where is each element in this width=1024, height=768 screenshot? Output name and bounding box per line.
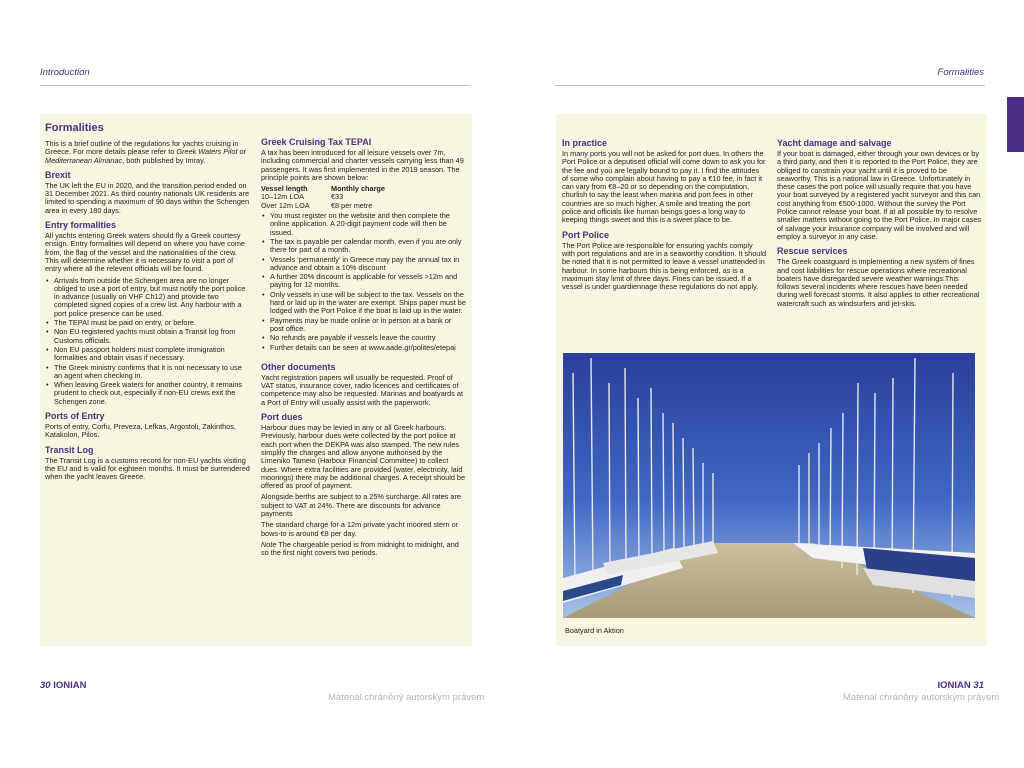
heading-port-dues: Port dues bbox=[261, 412, 303, 423]
heading-entry-formalities: Entry formalities bbox=[45, 220, 117, 231]
yacht-damage-paragraph: If your boat is damaged, either through your own devices or by a third party, and then it is reported to the Port Police, they are obliged to constrain your yacht until it is proved to be seaworthy. This is a national law in Greece. Unfortunately in these cases the port police will usually require that you have your boat surveyed by a registered yacht surveyor and this can cost anything from €500-1000. Without the survey the Port Police cannot release your boat. If at all possible try to resolve smaller matters without going to the Port Police. In major cases of salvage your insurance company will be involved and will employ a surveyor in any case. bbox=[777, 149, 981, 241]
list-item: • Non EU passport holders must complete immigration formalities and obtain visas if necessary. bbox=[54, 346, 250, 363]
chapter-tab-marker bbox=[1007, 97, 1024, 152]
entry-list bbox=[45, 277, 250, 406]
heading-port-police: Port Police bbox=[562, 229, 610, 240]
column-1 bbox=[45, 122, 250, 485]
boatyard-illustration bbox=[563, 353, 975, 618]
list-item: • Only vessels in use will be subject to the tax. Vessels on the hard or laid up in the water are exempt. Ships paper must be lodged with the Port Police if the boat is laid up in the water. bbox=[270, 291, 466, 316]
boatyard-photo bbox=[563, 353, 975, 618]
other-documents-paragraph: Yacht registration papers will usually be requested. Proof of VAT status, insurance cover, radio licences and certificates of competence may also be requested. Marinas and boatyards at a Port of Entry will usually assist with the paperwork. bbox=[261, 372, 463, 407]
heading-rescue-services: Rescue services bbox=[777, 246, 848, 257]
header-rule-left bbox=[40, 85, 470, 86]
port-police-paragraph: The Port Police are responsible for ensuring yachts comply with port regulations and are in a seaworthy condition. It should be noted that it is not permitted to leave a vessel unattended in harbour. In some harbours this is being enforced, as is a maximum stay limit of three days. Fines can be issued. If a vessel is under guardiennage these regulations do not apply. bbox=[562, 240, 767, 292]
list-item: • A further 20% discount is applicable for vessels >12m and paying for 12 months. bbox=[270, 273, 466, 290]
port-dues-paragraph: The standard charge for a 12m private yacht moored stern or bows-to is around €8 per day. bbox=[261, 520, 459, 538]
heading-yacht-damage: Yacht damage and salvage bbox=[777, 138, 892, 148]
list-item: • You must register on the website and then complete the online application. A 20-digit payment code will then be issued. bbox=[270, 212, 466, 237]
list-item: • Non EU registered yachts must obtain a Transit log from Customs officials. bbox=[54, 328, 250, 345]
port-dues-paragraph: Alongside berths are subject to a 25% surcharge. All rates are subject to VAT at 24%. There are discounts for advance payments bbox=[261, 492, 461, 518]
table-cell: €8 per metre bbox=[331, 200, 373, 210]
page-number-right: 31 bbox=[973, 680, 984, 691]
running-header-right: Formalities bbox=[937, 67, 984, 78]
list-item: • Arrivals from outside the Schengen area are no longer obliged to use a port of entry, but must notify the port police in advance (usually on VHF Ch12) and provide two completed signed copies of a crew list. Any harbour with a port police presence can be used. bbox=[54, 277, 250, 318]
table-cell: €33 bbox=[331, 192, 344, 202]
tepai-charge-table bbox=[261, 185, 466, 210]
list-item: • The Greek ministry confirms that it is not necessary to use an agent when checking in. bbox=[54, 364, 250, 381]
list-item: • Further details can be seen at www.aade.gr/polites/etepai bbox=[270, 344, 466, 352]
transit-paragraph: The Transit Log is a customs record for non-EU yachts visiting the EU and is valid for eighteen months. It must be surrendered when the yacht leaves Greece. bbox=[45, 455, 250, 482]
heading-brexit: Brexit bbox=[45, 169, 71, 180]
entry-paragraph: All yachts entering Greek waters should fly a Greek courtesy ensign. Entry formalities will depend on where you have come from, the flag of the vessel and the nationalities of the crew. This will determine whether it is necessary to visit a port of entry where all the relevent officials will be found. bbox=[45, 231, 245, 274]
ports-paragraph: Ports of entry, Corfu, Preveza, Lefkas, Argostoli, Zakinthos, Katakolon, Pilos. bbox=[45, 422, 236, 440]
table-cell: 10–12m LOA bbox=[261, 192, 304, 202]
list-item: • No refunds are payable if vessels leave the country bbox=[270, 334, 466, 342]
page-footer-right bbox=[938, 680, 984, 691]
tepai-paragraph: A tax has been introduced for all leisure vessels over 7m, including commercial and charter vessels carrying less than 49 passengers. It was first implemented in the 2019 season. The principle points are shown below: bbox=[261, 148, 464, 182]
intro-paragraph: This is a brief outline of the regulations for yachts cruising in Greece. For more details please refer to Greek Waters Pilot or Mediterranean Almanac, both published by Imray. bbox=[45, 139, 247, 165]
list-item: • Payments may be made online or in person at a bank or post office. bbox=[270, 317, 466, 334]
list-item: • The tax is payable per calendar month, even if you are only there for part of a month. bbox=[270, 238, 466, 255]
brexit-paragraph: The UK left the EU in 2020, and the transition period ended on 31 December 2021. As third country nationals UK residents are limited to spending a maximum of 90 days within the Schengen area in every 180 days. bbox=[45, 180, 250, 215]
table-header: Vessel length bbox=[261, 184, 308, 194]
port-dues-note: Note The chargeable period is from midnight to midnight, and so the first night covers two periods. bbox=[261, 539, 459, 558]
footer-label-right: IONIAN bbox=[937, 680, 971, 691]
list-item: • When leaving Greek waters for another country, it remains prudent to check out, especially if non-EU crews exit the Schengen zone. bbox=[54, 381, 250, 406]
column-2 bbox=[261, 137, 466, 560]
header-rule-right bbox=[555, 85, 985, 86]
heading-other-documents: Other documents bbox=[261, 361, 336, 372]
list-item: • Vessels ‘permanently’ in Greece may pay the annual tax in advance and obtain a 10% discount bbox=[270, 256, 466, 273]
section-title-formalities: Formalities bbox=[45, 122, 104, 134]
table-cell: Over 12m LOA bbox=[261, 200, 310, 210]
column-4 bbox=[777, 138, 983, 311]
column-3 bbox=[562, 138, 767, 294]
footer-label-left: IONIAN bbox=[53, 680, 87, 691]
list-item: • The TEPAI must be paid on entry, or before. bbox=[54, 319, 250, 327]
copyright-watermark-left: Materiál chráněný autorským právem bbox=[328, 692, 485, 703]
in-practice-paragraph: In many ports you will not be asked for port dues. In others the Port Police or a deputised official will come down to ask you for the fee and you are legally bound to pay it. I find the attitudes of some who complain about having to pay a €10 fee, in fact it can vary from €8–20 or so depending on the computation, churlish to say the least when marina and port fees in other countries are so much higher. A smile and treating the port police and officials like human beings goes a long way to keeping things sweet and this is a sweet place to be. bbox=[562, 149, 766, 225]
heading-in-practice: In practice bbox=[562, 138, 608, 148]
tepai-list bbox=[261, 212, 466, 352]
page-number-left: 30 bbox=[40, 680, 51, 691]
running-header-left: Introduction bbox=[40, 67, 90, 78]
copyright-watermark-right: Materiál chráněný autorským právem bbox=[843, 692, 1000, 703]
heading-ports-of-entry: Ports of Entry bbox=[45, 411, 105, 422]
rescue-services-paragraph: The Greek coastguard is implementing a new system of fines and cost liabilities for rescue operations where recreational boaters have disregarded severe weather warnings.This follows several incidents where rescues have been needed during well forecast storms. It also applies to other recreational watercraft such as windsurfers and jet-skis. bbox=[777, 257, 980, 308]
heading-tepai: Greek Cruising Tax TEPAI bbox=[261, 137, 372, 147]
page-footer-left bbox=[40, 680, 86, 691]
port-dues-paragraph: Harbour dues may be levied in any or all Greek harbours. Previously, harbour dues were collected by the port police at each port when the DEKPA was also stamped. The new rules simplify the charges and allow anyone authorised by the Limeniko Tameio (Harbour Financial Committee) to collect dues. Where extra facilities are provided (water, electricity, laid moorings) there may be additional charges. A receipt should be offered as proof of payment. bbox=[261, 423, 466, 491]
table-header: Monthly charge bbox=[331, 184, 385, 194]
photo-caption: Boatyard in Aktion bbox=[565, 626, 624, 635]
heading-transit-log: Transit Log bbox=[45, 444, 94, 455]
